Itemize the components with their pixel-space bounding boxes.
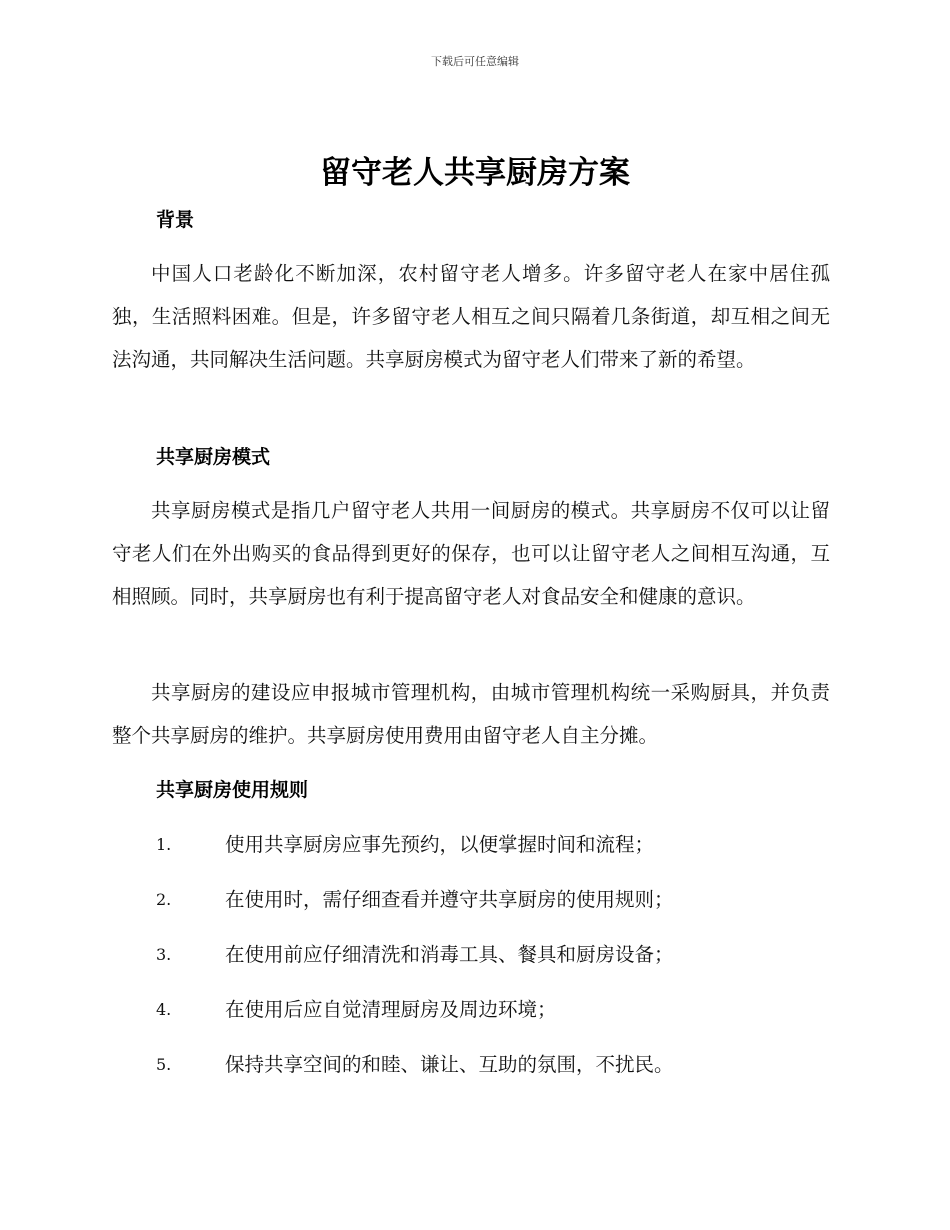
list-item-text: 使用共享厨房应事先预约，以便掌握时间和流程；: [225, 833, 655, 856]
document-title: 留守老人共享厨房方案: [320, 155, 630, 191]
list-item-number: 1.: [156, 835, 172, 854]
page-header: 下载后可任意编辑: [431, 55, 519, 68]
list-item-number: 4.: [156, 1000, 172, 1019]
section-heading-kitchen-model: 共享厨房模式: [156, 446, 271, 468]
list-item-text: 在使用时，需仔细查看并遵守共享厨房的使用规则；: [225, 888, 674, 911]
list-item-number: 3.: [156, 945, 172, 964]
section-heading-usage-rules: 共享厨房使用规则: [156, 779, 309, 801]
list-item-text: 保持共享空间的和睦、谦让、互助的氛围，不扰民。: [225, 1053, 674, 1076]
section-heading-background: 背景: [156, 209, 195, 231]
list-item-text: 在使用后应自觉清理厨房及周边环境；: [225, 998, 557, 1021]
paragraph-kitchen-model-2: 共享厨房的建设应申报城市管理机构，由城市管理机构统一采购厨具，并负责整个共享厨房的维护。共享厨房使用费用由留守老人自主分摊。: [112, 681, 830, 747]
paragraph-background: 中国人口老龄化不断加深，农村留守老人增多。许多留守老人在家中居住孤独，生活照料困难。但是，许多留守老人相互之间只隔着几条街道，却互相之间无法沟通，共同解决生活问题。共享厨房模式为留守老人们带来了新的希望。: [112, 262, 830, 371]
paragraph-kitchen-model-1: 共享厨房模式是指几户留守老人共用一间厨房的模式。共享厨房不仅可以让留守老人们在外出购买的食品得到更好的保存，也可以让留守老人之间相互沟通，互相照顾。同时，共享厨房也有利于提高留守老人对食品安全和健康的意识。: [112, 499, 830, 608]
list-item-number: 2.: [156, 890, 172, 909]
list-item-number: 5.: [156, 1055, 172, 1074]
list-item-text: 在使用前应仔细清洗和消毒工具、餐具和厨房设备；: [225, 943, 674, 966]
